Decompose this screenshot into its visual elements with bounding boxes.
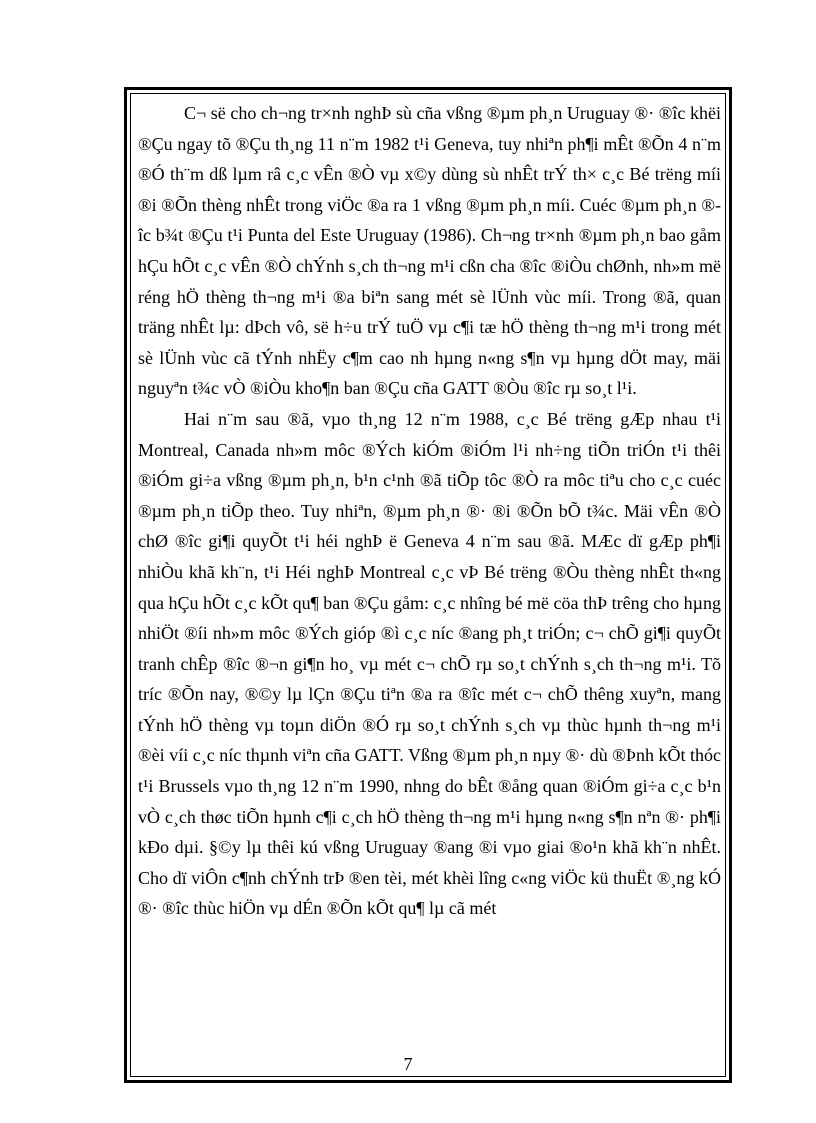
page-number: 7: [403, 1054, 413, 1074]
paragraph-1: C¬ së cho ch¬ng tr×nh nghÞ sù cña vßng ®µm ph¸n Uruguay ®· ®îc khëi ®Çu ngay tõ ®Çu th¸ng 11 n¨m 1982 t¹i Geneva, tuy nhiªn ph¶i mÊt ®Õn 4 n¨m ®Ó th¨m dß lµm râ c¸c vÊn ®Ò vµ x©y dùng sù nhÊt trÝ th× c¸c Bé trëng míi ®i ®Õn thèng nhÊt trong viÖc ®a ra 1 vßng ®µm ph¸n míi. Cuéc ®µm ph¸n ®îc b¾t ®Çu t¹i Punta del Este Uruguay (1986). Ch¬ng tr×nh ®µm ph¸n bao gåm hÇu hÕt c¸c vÊn ®Ò chÝnh s¸ch th¬ng m¹i cßn cha ®îc ®iÒu chØnh, nh»m më réng hÖ thèng th¬ng m¹i ®a biªn sang mét sè lÜnh vùc míi. Trong ®ã, quan träng nhÊt lµ: dÞch vô, së h÷u trÝ tuÖ vµ c¶i tæ hÖ thèng th¬ng m¹i trong mét sè lÜnh vùc cã tÝnh nhËy c¶m cao nh hµng n«ng s¶n vµ hµng dÖt may, mäi nguyªn t¾c vÒ ®iÒu kho¶n ban ®Çu cña GATT ®Òu ®îc rµ so¸t l¹i.: [138, 103, 721, 399]
paragraph-2: Hai n¨m sau ®ã, vµo th¸ng 12 n¨m 1988, c¸c Bé trëng gÆp nhau t¹i Montreal, Canada nh»m môc ®Ých kiÓm ®iÓm l¹i nh÷ng tiÕn triÓn t¹i thêi ®iÓm gi÷a vßng ®µm ph¸n, b¹n c¹nh ®ã tiÕp tôc ®Ò ra môc tiªu cho c¸c cuéc ®µm ph¸n tiÕp theo. Tuy nhiªn, ®µm ph¸n ®· ®i ®Õn bÕ t¾c. Mäi vÊn ®Ò chØ ®îc gi¶i quyÕt t¹i héi nghÞ ë Geneva 4 n¨m sau ®ã. MÆc dï gÆp ph¶i nhiÒu khã kh¨n, t¹i Héi nghÞ Montreal c¸c vÞ Bé trëng ®Òu thèng nhÊt th«ng qua hÇu hÕt c¸c kÕt qu¶ ban ®Çu gåm: c¸c nhîng bé më cöa thÞ trêng cho hµng nhiÖt ®íi nh»m môc ®Ých gióp ®ì c¸c níc ®ang ph¸t triÓn; c¬ chÕ gi¶i quyÕt tranh chÊp ®îc ®¬n gi¶n ho¸ vµ mét c¬ chÕ rµ so¸t chÝnh s¸ch th¬ng m¹i. Tõ tríc ®Õn nay, ®©y lµ lÇn ®Çu tiªn ®a ra ®îc mét c¬ chÕ thêng xuyªn, mang tÝnh hÖ thèng vµ toµn diÖn ®Ó rµ so¸t chÝnh s¸ch vµ thùc hµnh th¬ng m¹i ®èi víi c¸c níc thµnh viªn cña GATT. Vßng ®µm ph¸n nµy ®· dù ®Þnh kÕt thóc t¹i Brussels vµo th¸ng 12 n¨m 1990, nhng do bÊt ®ång quan ®iÓm gi÷a c¸c b¹n vÒ c¸ch thøc tiÕn hµnh c¶i c¸ch hÖ thèng th¬ng m¹i hµng n«ng s¶n nªn ®· ph¶i kÐo dµi. §©y lµ thêi kú vßng Uruguay ®ang ®i vµo giai ®o¹n khã kh¨n nhÊt. Cho dï viÔn c¶nh chÝnh trÞ ®en tèi, mét khèi lîng c«ng viÖc kü thuËt ®¸ng kÓ ®· ®îc thùc hiÖn vµ dÉn ®Õn kÕt qu¶ lµ cã mét: [138, 408, 721, 919]
body-text: [138, 98, 721, 924]
